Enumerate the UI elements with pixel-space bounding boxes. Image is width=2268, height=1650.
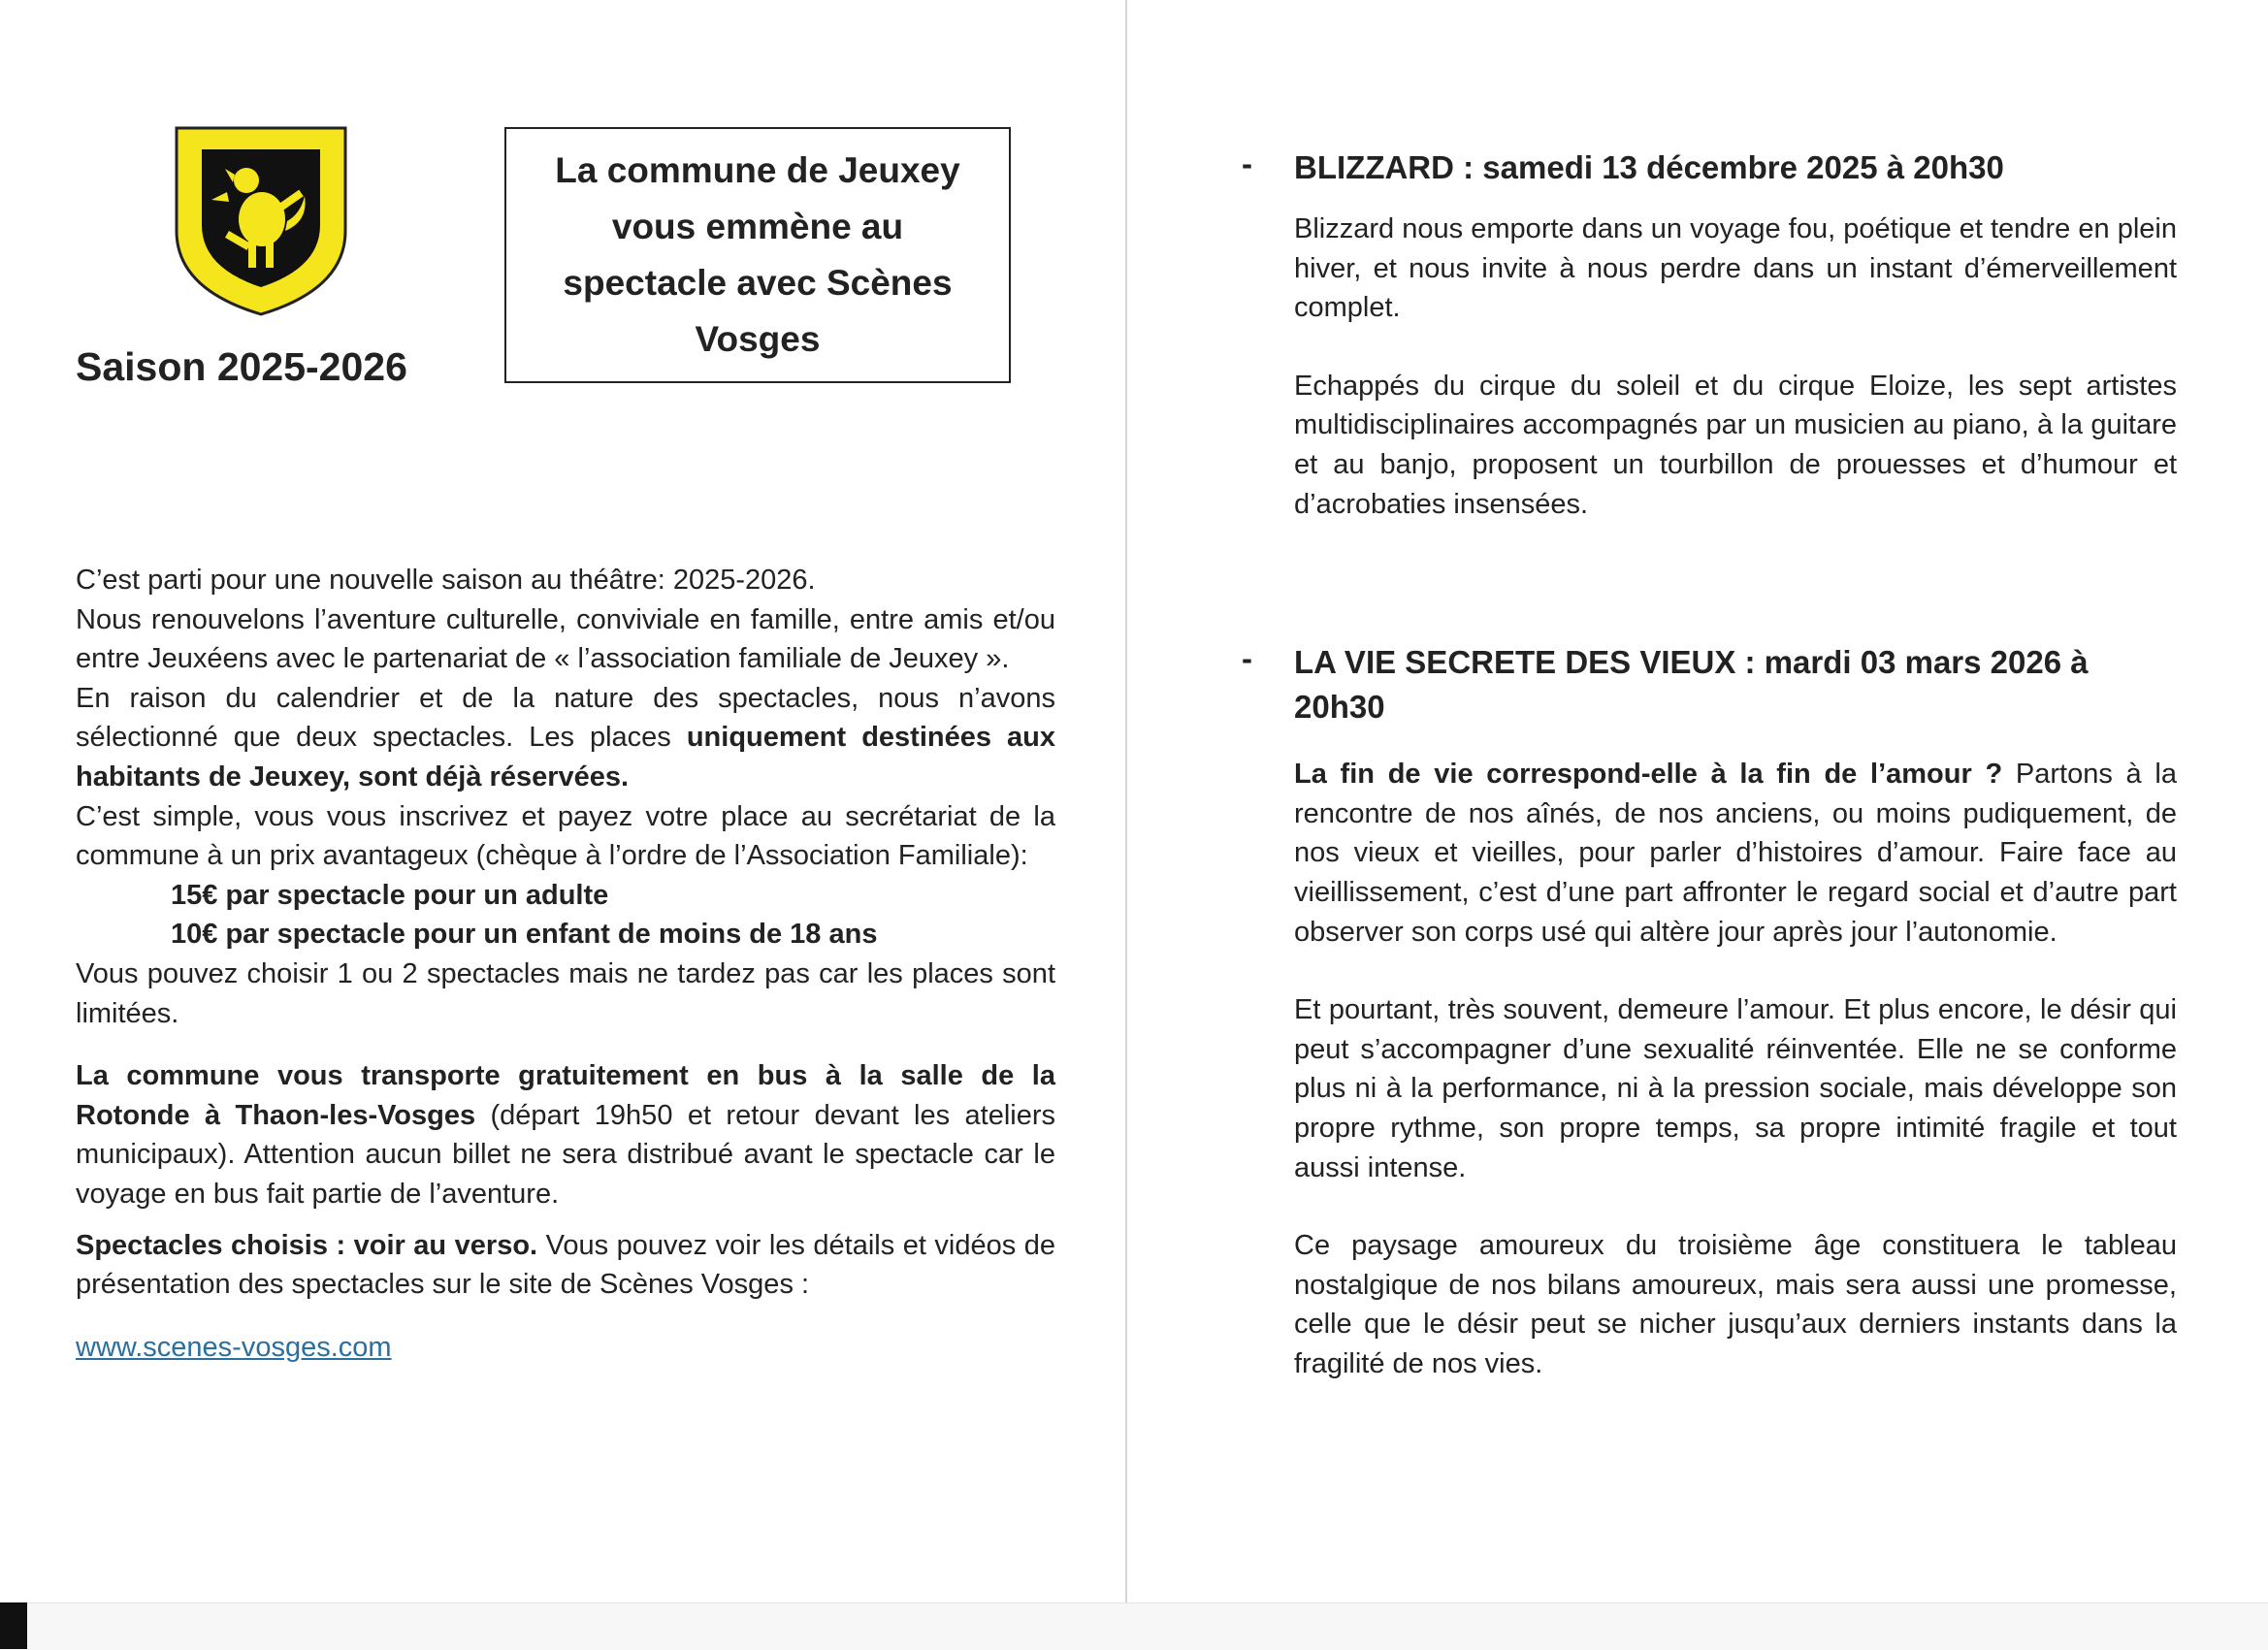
transport-bold: La commune vous transporte gratuitement en bus à la salle de la Rotonde à Thaon-les-Vosges — [76, 1060, 1055, 1131]
show-description — [1294, 755, 2177, 1383]
show-paragraph: Echappés du cirque du soleil et du cirque Eloize, les sept artistes multidisciplinaires accompagnés par un musicien au piano, à la guitare et au banjo, proposent un tourbillon de prouesses et d’humour et d’acrobaties insensées. — [1294, 370, 2177, 520]
intro-line: C’est parti pour une nouvelle saison au théâtre: 2025-2026. — [76, 565, 816, 596]
intro-paragraph: Vous pouvez choisir 1 ou 2 spectacles mais ne tardez pas car les places sont limitées. — [76, 957, 1055, 1029]
intro-paragraph: Nous renouvelons l’aventure culturelle, conviviale en famille, entre amis et/ou entre Jeuxéens avec le partenariat de « l’association familiale de Jeuxey ». — [76, 603, 1055, 675]
title-box — [504, 127, 1011, 383]
show-paragraph: Et pourtant, très souvent, demeure l’amour. Et plus encore, le désir qui peut s’accompagner d’une sexualité réinventée. Elle ne se conforme plus ni à la performance, ni à la pression sociale, mais développe son propre rythme, son propre temps, sa propre intimité fragile et tout aussi intense. — [1294, 994, 2177, 1183]
show-text: Partons à la rencontre de nos aînés, de nos anciens, ou moins pudiquement, de nos vieux et vieilles, pour parler d’histoires d’amour. Faire face au vieillissement, c’est d’une part affronter le regard social et d’autre part observer son corps usé qui altère jour après jour l’autonomie. — [1294, 759, 2177, 948]
list-dash: - — [1242, 640, 1252, 677]
intro-paragraph — [76, 679, 1055, 797]
intro-paragraph: C’est simple, vous vous inscrivez et payez votre place au secrétariat de la commune à un prix avantageux (chèque à l’ordre de l’Association Familiale): — [76, 800, 1055, 872]
title-text — [555, 143, 959, 368]
show-description — [1294, 210, 2177, 524]
season-heading: Saison 2025-2026 — [76, 344, 407, 389]
show-paragraph — [1294, 755, 2177, 952]
show-heading: BLIZZARD : samedi 13 décembre 2025 à 20h30 — [1294, 149, 2004, 185]
list-dash: - — [1242, 146, 1252, 181]
show-question: La fin de vie correspond-elle à la fin de l’amour ? — [1294, 759, 2003, 791]
title-line: vous emmène au — [611, 207, 904, 246]
price-adult: 15€ par spectacle pour un adulte — [171, 879, 609, 911]
transport-text: (départ 19h50 et retour devant les ateliers municipaux). Attention aucun billet ne sera distribué avant le spectacle car le voyage en bus fait partie de l’aventure. — [76, 1099, 1055, 1210]
scan-bottom-edge — [0, 1602, 2268, 1650]
title-line: La commune de Jeuxey — [555, 150, 960, 190]
transport-paragraph — [76, 1056, 1055, 1213]
scan-corner-mark — [0, 1602, 27, 1649]
show-vie-secrete — [1242, 640, 2178, 1383]
title-line: Vosges — [695, 319, 821, 359]
intro-bold-text: uniquement destinées aux habitants de Jeuxey, sont déjà réservées. — [76, 722, 1055, 793]
title-line: spectacle avec Scènes — [563, 263, 953, 303]
price-child: 10€ par spectacle pour un enfant de moins de 18 ans — [171, 919, 878, 951]
spectacles-paragraph — [76, 1226, 1055, 1305]
page-fold — [1125, 0, 1127, 1610]
jeuxey-coat-of-arms-icon — [173, 124, 349, 318]
show-blizzard — [1242, 146, 2178, 524]
intro-text: En raison du calendrier et de la nature des spectacles, nous n’avons sélectionné que deux spectacles. Les places — [76, 682, 1055, 754]
spectacles-text: Vous pouvez voir les détails et vidéos de présentation des spectacles sur le site de Scènes Vosges : — [76, 1229, 1055, 1301]
show-heading: LA VIE SECRETE DES VIEUX : mardi 03 mars 2026 à 20h30 — [1294, 644, 2089, 726]
right-page — [1242, 146, 2178, 1383]
spectacles-bold: Spectacles choisis : voir au verso. — [76, 1229, 538, 1261]
show-paragraph: Blizzard nous emporte dans un voyage fou, poétique et tendre en plein hiver, et nous invite à nous perdre dans un instant d’émerveillement complet. — [1294, 213, 2177, 324]
left-body-text — [76, 561, 1055, 1367]
show-paragraph: Ce paysage amoureux du troisième âge constituera le tableau nostalgique de nos bilans amoureux, mais sera aussi une promesse, celle que le désir peut se nicher jusqu’aux derniers instants dans la fragilité de nos vies. — [1294, 1230, 2177, 1379]
website-link[interactable]: www.scenes-vosges.com — [76, 1331, 392, 1363]
